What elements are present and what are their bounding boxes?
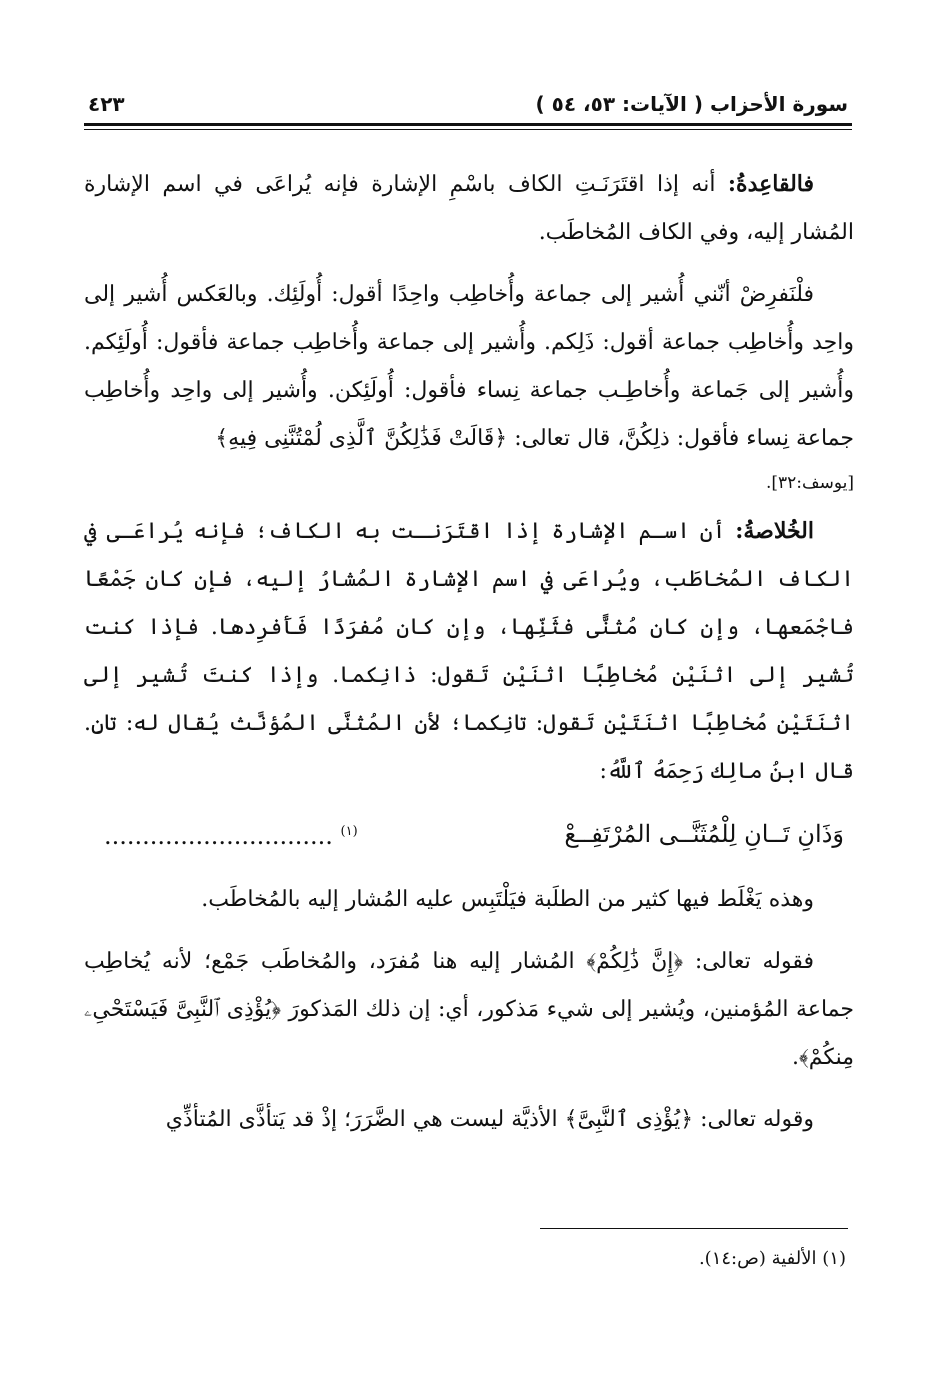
paragraph-continuation xyxy=(84,1096,854,1144)
header-rule-thin xyxy=(84,129,852,130)
verse-hemistich-second xyxy=(84,806,358,862)
quran-quote: ﴿قَالَتْ فَذَٰلِكُنَّ ٱلَّذِى لُمْتُنَّنِى فِيهِ﴾ xyxy=(215,426,508,451)
paragraph-explanation xyxy=(84,938,854,1082)
paragraph-text-before: وقوله تعالى: xyxy=(693,1107,814,1132)
verse-dots: .............................. xyxy=(104,822,333,850)
page-header xyxy=(88,88,848,120)
paragraph-lead: الخُلاصةُ: xyxy=(735,518,814,544)
quran-quote: ﴿يُؤْذِى ٱلنَّبِىَّ﴾ xyxy=(564,1107,694,1132)
paragraph-lead: فالقاعِدةُ: xyxy=(727,171,814,197)
paragraph-examples xyxy=(84,271,854,503)
paragraph-summary xyxy=(84,507,854,796)
paragraph-note xyxy=(84,876,854,924)
footnote: (١) الألفية (ص:١٤). xyxy=(698,1248,846,1269)
paragraph-text: المُشار إليه هنا مُفرَد، والمُخاطَب جَمْع؛ لأنه يُخاطِب جماعة المُؤمنين، ويُشير إلى شيء مَذكور، أي: إن ذلك المَذكورَ xyxy=(84,949,854,1022)
quran-quote-second: ﴿يُؤْذِى ٱلنَّبِىَّ فَيَسْتَحْىِۦ مِنكُمْ﴾ xyxy=(84,997,854,1070)
footnote-rule xyxy=(540,1228,848,1229)
verse-hemistich-first: وَذَانِ تَــانِ لِلْمُثَنَّــى المُرْتَفِــعْ xyxy=(564,820,844,848)
footnote-mark: (١) xyxy=(340,824,358,839)
quran-quote: ﴿إِنَّ ذَٰلِكُمْ﴾ xyxy=(586,949,684,974)
paragraph-text: وهذه يَغْلَط فيها كثير من الطلَبة فيَلْتَبِس عليه المُشار إليه بالمُخاطَب. xyxy=(201,887,814,912)
paragraph-rule xyxy=(84,160,854,257)
paragraph-text-end: . xyxy=(792,1045,800,1070)
page-number: ٤٢٣ xyxy=(88,92,125,116)
main-text xyxy=(84,160,854,1158)
paragraph-text: أنه إذا اقتَرَنَـتِ الكاف باسْمِ الإشارة فإنه يُراعَى في اسم الإشارة المُشار إليه، وفي الكاف المُخاطَب. xyxy=(84,172,854,245)
paragraph-text: أن اسـم الإشارة إذا اقتَرَنـت به الكاف؛ فإنه يُراعَـى في الكاف المُخاطَب، ويُراعَى في اسم الإشارة المُشارُ إليه، فإن كان جَمْعًا فاجْمَعها، وإن كان مُثنًّى فثَنِّها، وإن كان مُفرَدًا فَأَفرِدها. فإذا كنت تُشير إلى اثنَيْن مُخاطِبًا اثنَيْن تَقول: ذانِكما. وإذا كنتَ تُشير إلى اثنَتَيْن مُخاطِبًا اثنَتَيْن تَقول: تانِكما؛ لأن المُثنَّى المُؤنَّث يُقال له: تانِ. قال ابنُ مالِك رَحِمَهُ ٱللَّهُ: xyxy=(84,519,854,784)
paragraph-text: فلْنَفرِضْ أنّني أُشير إلى جماعة وأُخاطِب واحِدًا أقول: أُولَئِك. وبالعَكس أُشير إلى واحِد وأُخاطِب جماعة أقول: ذَلِكم. وأُشير إلى جماعة وأُخاطِب جماعة فأقول: أُولَئِكم. وأُشير إلى جَماعة وأُخاطِـب جماعة نِساء فأقول: أُولَئِكن. وأُشير إلى واحِد وأُخاطِب جماعة نِساء فأقول: ذلِكُنَّ، قال تعالى: xyxy=(84,282,854,451)
poetry-verse xyxy=(84,806,854,862)
verse-reference: [يوسف:٣٢]. xyxy=(765,473,854,493)
running-title: سورة الأحزاب ( الآيات: ٥٣، ٥٤ ) xyxy=(535,92,848,116)
paragraph-text: الأذيَّة ليست هي الضَّرَرَ؛ إذْ قد يَتأذَّى المُتأذِّي xyxy=(165,1107,565,1132)
paragraph-text-before: فقوله تعالى: xyxy=(683,949,815,974)
header-rule xyxy=(84,123,852,126)
